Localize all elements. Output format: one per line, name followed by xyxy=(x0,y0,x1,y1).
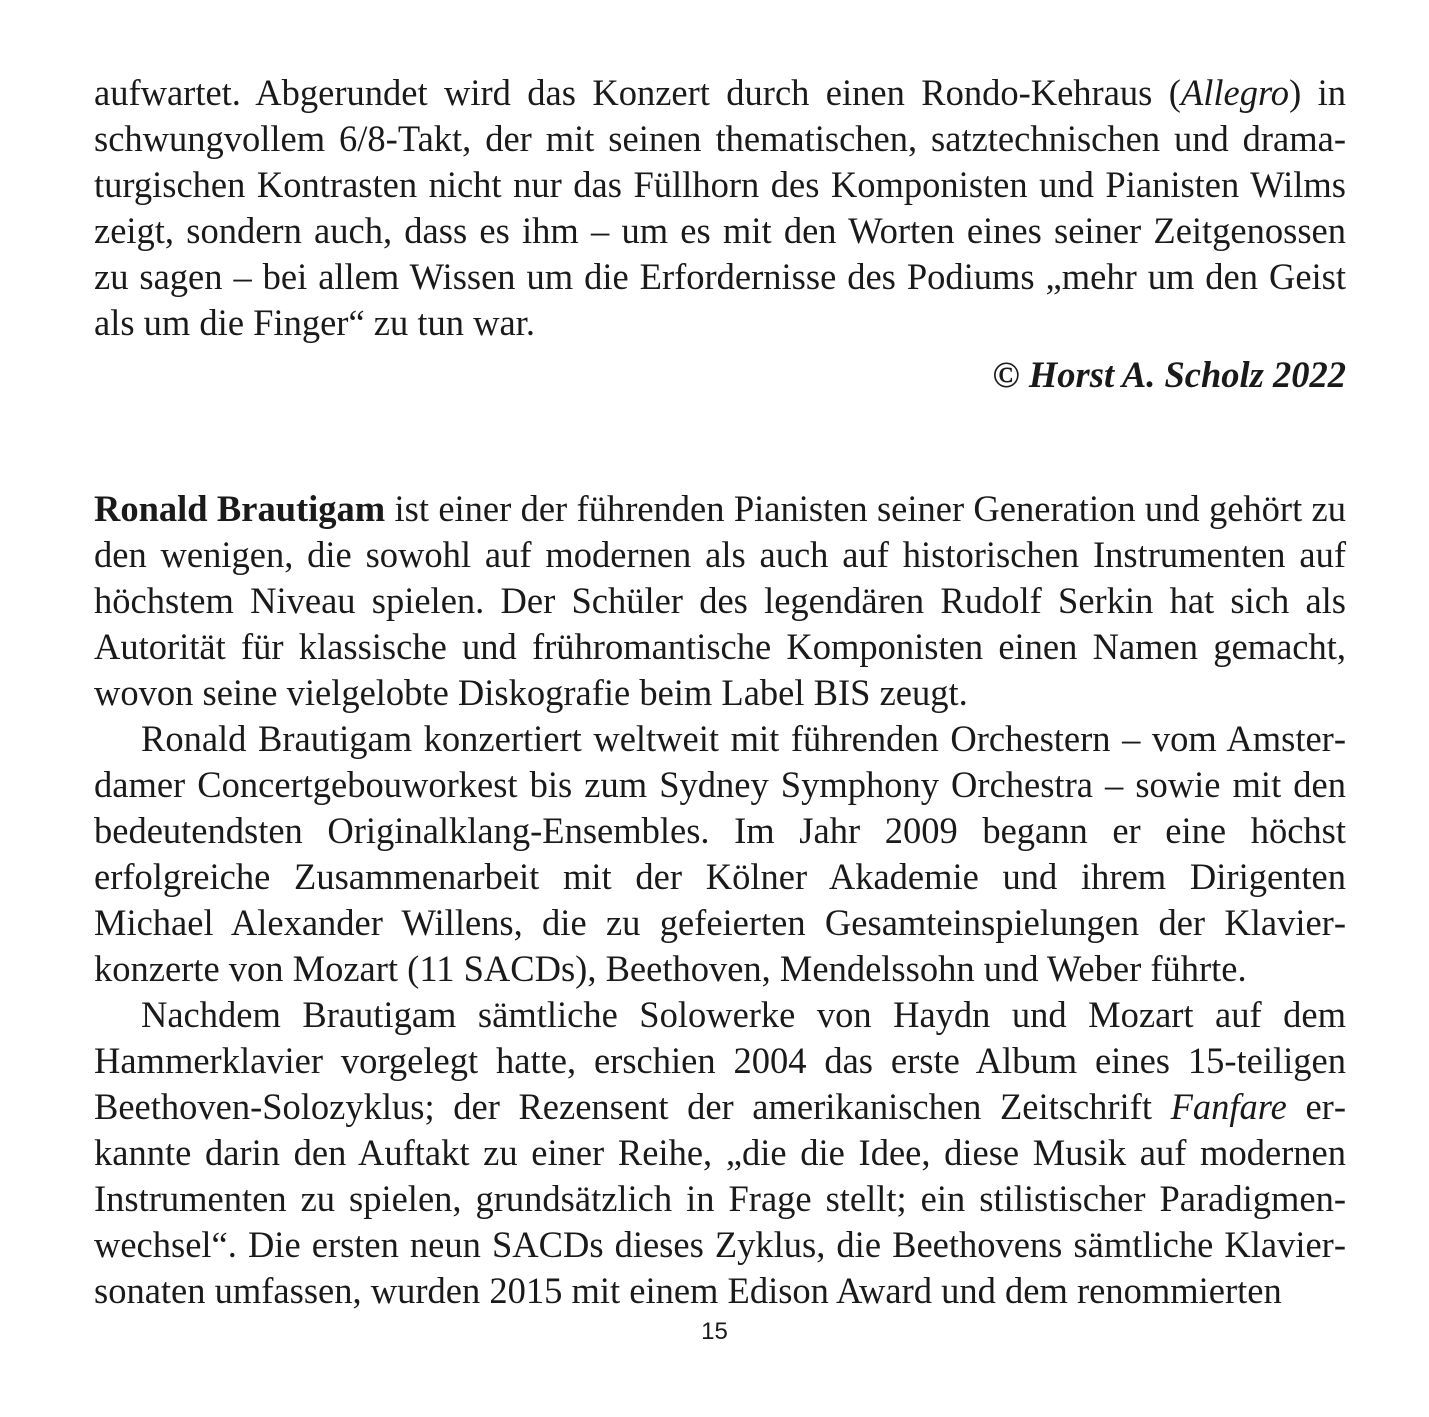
biography-paragraph-1 xyxy=(94,486,1346,716)
essay-tempo-marking: Allegro xyxy=(1180,72,1290,113)
biography-paragraph-3 xyxy=(94,992,1346,1314)
essay-closing-text-1: aufwartet. Abgerundet wird das Konzert durch einen Rondo-Kehraus ( xyxy=(94,72,1181,113)
essay-closing-paragraph xyxy=(94,70,1346,346)
copyright-line: © Horst A. Scholz 2022 xyxy=(992,354,1346,395)
essay-closing-text-2: ) in schwungvollem 6/8-Takt, der mit seinen thematischen, satztechnischen und dramaturgischen Kontrasten nicht nur das Füllhorn des Komponisten und Pianisten Wilms zeigt, sondern auch, dass es ihm – um es mit den Worten eines seiner Zeitgenossen zu sagen – bei allem Wissen um die Erfordernisse des Podiums „mehr um den Geist als um die Finger“ zu tun war. xyxy=(94,72,1347,343)
biography-section xyxy=(94,486,1346,1314)
biography-paragraph-2: Ronald Brautigam konzertiert weltweit mit führenden Orchestern – vom Amsterdamer Concertgebouworkest bis zum Sydney Symphony Orchestra – sowie mit den bedeutendsten Originalklang-Ensembles. Im Jahr 2009 begann er eine höchst erfolgreiche Zusammenarbeit mit der Kölner Akademie und ihrem Dirigenten Michael Alexander Willens, die zu gefeierten Gesamteinspielungen der Klavierkonzerte von Mozart (11 SACDs), Beethoven, Mendelssohn und Weber führte. xyxy=(94,718,1346,989)
biography-paragraph-1-text: ist einer der führenden Pianisten seiner Generation und gehört zu den wenigen, die sowohl auf modernen als auch auf historischen Instrumenten auf höchstem Niveau spielen. Der Schüler des legendären Rudolf Serkin hat sich als Autorität für klassische und frühromantische Komponisten einen Namen gemacht, wovon seine vielgelobte Diskografie beim Label BIS zeugt. xyxy=(94,488,1346,713)
document-page xyxy=(94,70,1346,1314)
biography-paragraph-3-text-1: Nachdem Brautigam sämtliche Solowerke von Haydn und Mozart auf dem Hammerklavier vorgelegt hatte, erschien 2004 das erste Album eines 15-teiligen Beethoven-Solozyklus; der Rezensent der amerikanischen Zeitschrift xyxy=(94,994,1346,1127)
artist-name: Ronald Brautigam xyxy=(94,488,386,529)
biography-paragraph-3-text-2: erkannte darin den Auftakt zu einer Reihe, „die die Idee, diese Musik auf modernen Instrumenten zu spielen, grundsätzlich in Frage stellt; ein stilistischer Paradigmenwechsel“. Die ersten neun SACDs dieses Zyklus, die Beethovens sämtliche Klaviersonaten umfassen, wurden 2015 mit einem Edison Award und dem renommierten xyxy=(94,1086,1346,1311)
page-number: 15 xyxy=(701,1318,728,1345)
magazine-title: Fanfare xyxy=(1170,1086,1287,1127)
